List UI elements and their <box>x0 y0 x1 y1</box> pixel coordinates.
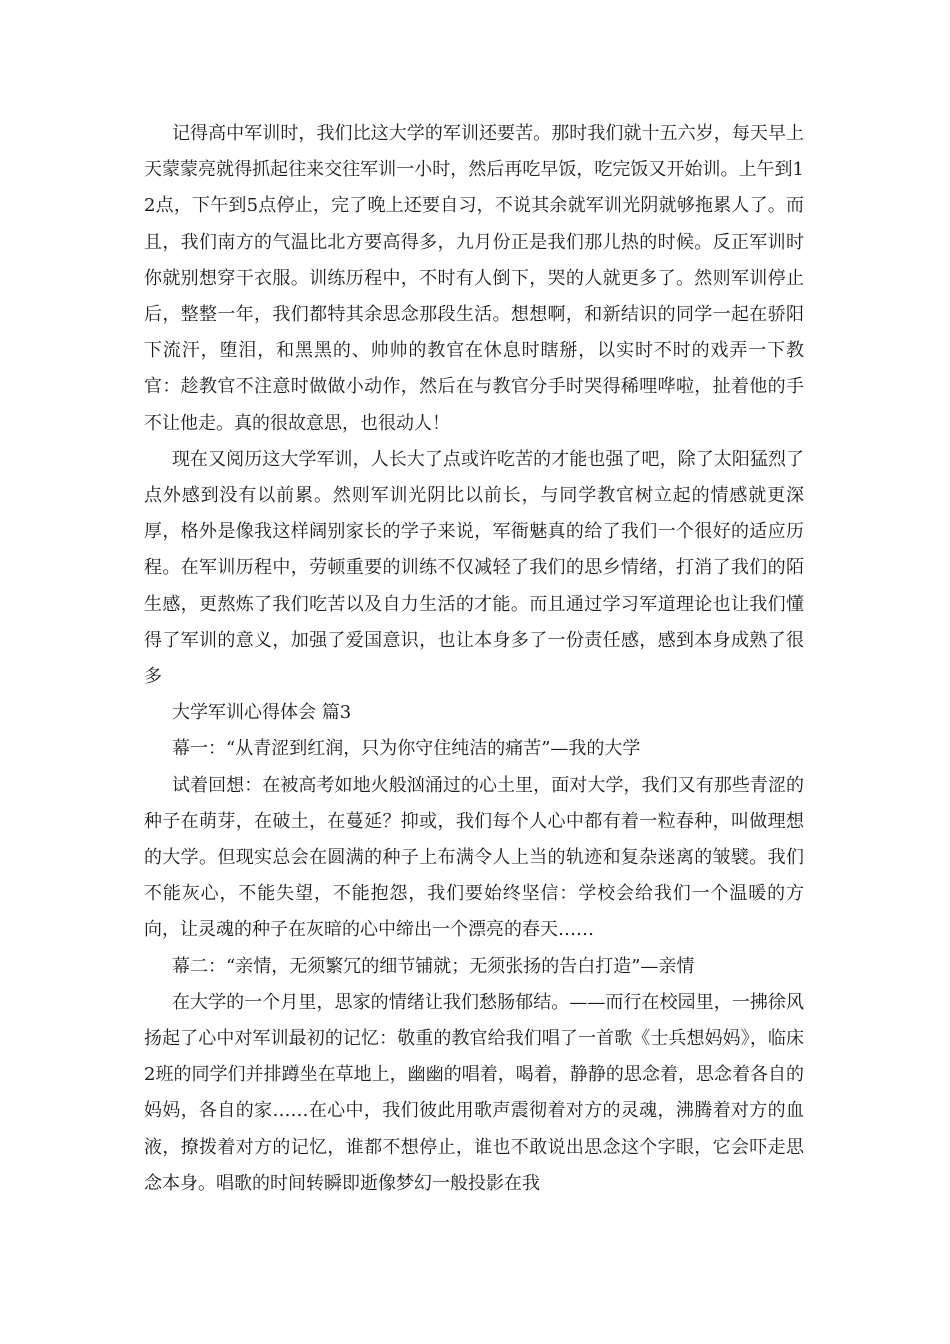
document-page <box>144 116 804 1202</box>
body-paragraph: 现在又阅历这大学军训，人长大了点或许吃苦的才能也强了吧，除了太阳猛烈了点外感到没有以前累。然则军训光阴比以前长，与同学教官树立起的情感就更深厚，格外是像我这样阔别家长的学子来说，军衙魅真的给了我们一个很好的适应历程。在军训历程中，劳顿重要的训练不仅减轻了我们的思乡情绪，打消了我们的陌生感，更熬炼了我们吃苦以及自力生活的才能。而且通过学习军道理论也让我们懂得了军训的意义，加强了爱国意识，也让本身多了一份责任感，感到本身成熟了很多 <box>144 448 804 688</box>
body-paragraph: 记得高中军训时，我们比这大学的军训还要苦。那时我们就十五六岁，每天早上天蒙蒙亮就得抓起往来交往军训一小时，然后再吃早饭，吃完饭又开始训。上午到12点，下午到5点停止，完了晚上还要自习，不说其余就军训光阴就够拖累人了。而且，我们南方的气温比北方要高得多，九月份正是我们那儿热的时候。反正军训时你就别想穿干衣服。训练历程中，不时有人倒下，哭的人就更多了。然则军训停止后，整整一年，我们都特其余思念那段生活。想想啊，和新结识的同学一起在骄阳下流汗，堕泪，和黑黑的、帅帅的教官在休息时瞎掰，以实时不时的戏弄一下教官：趁教官不注意时做做小动作，然后在与教官分手时哭得稀哩哗啦，扯着他的手不让他走。真的很故意思，也很动人！ <box>144 123 804 434</box>
section-title: 大学军训心得体会 篇3 <box>172 702 352 724</box>
act-title: 幕二：“亲情，无须繁冗的细节铺就；无须张扬的告白打造”—亲情 <box>172 955 695 977</box>
body-paragraph: 试着回想：在被高考如地火般汹涌过的心土里，面对大学，我们又有那些青涩的种子在萌芽，在破土，在蔓延？抑或，我们每个人心中都有着一粒春种，叫做理想的大学。但现实总会在圆满的种子上布满令人上当的轨迹和复杂迷离的皱襞。我们不能灰心，不能失望，不能抱怨，我们要始终坚信：学校会给我们一个温暖的方向，让灵魂的种子在灰暗的心中缔出一个漂亮的春天…… <box>144 774 804 941</box>
body-paragraph: 在大学的一个月里，思家的情绪让我们愁肠郁结。——而行在校园里，一拂徐风扬起了心中对军训最初的记忆：敬重的教官给我们唱了一首歌《士兵想妈妈》，临床2班的同学们并排蹲坐在草地上，幽幽的唱着，喝着，静静的思念着，思念着各自的妈妈，各自的家……在心中，我们彼此用歌声震彻着对方的灵魂，沸腾着对方的血液，撩拨着对方的记忆，谁都不想停止，谁也不敢说出思念这个字眼，它会吓走思念本身。唱歌的时间转瞬即逝像梦幻一般投影在我 <box>144 991 804 1194</box>
act-title: 幕一：“从青涩到红润，只为你守住纯洁的痛苦”—我的大学 <box>172 738 641 760</box>
